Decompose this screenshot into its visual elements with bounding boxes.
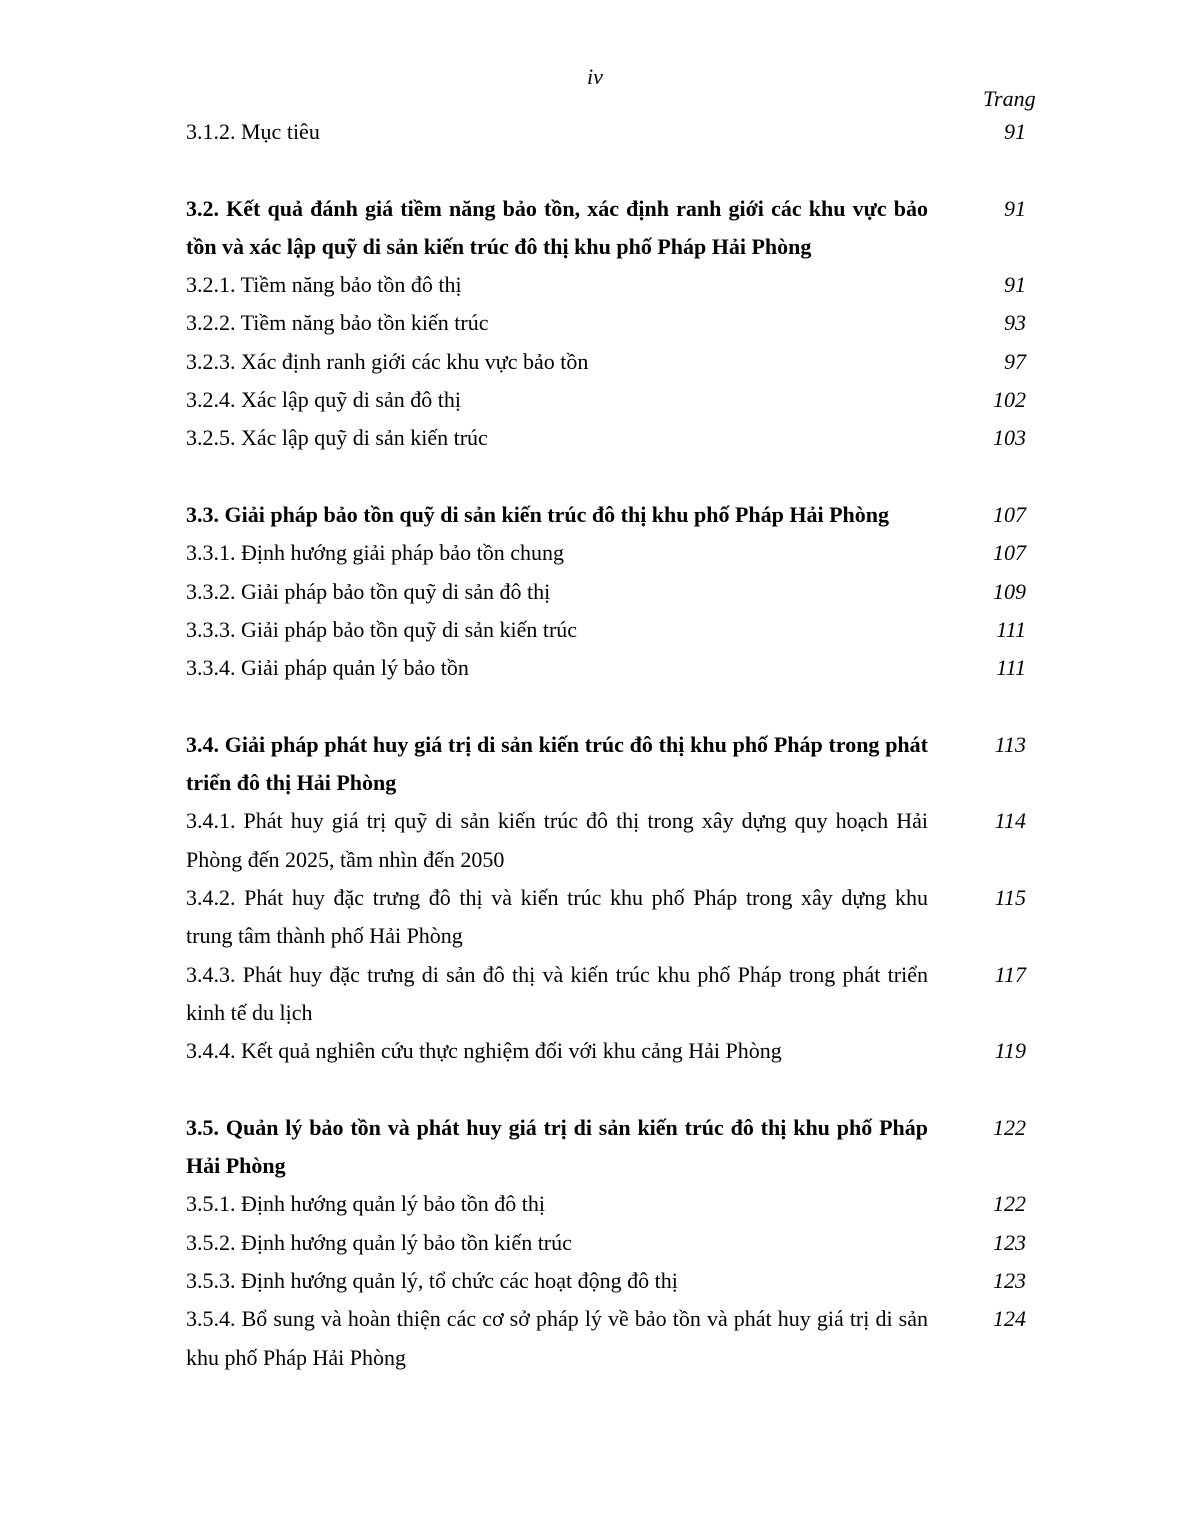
toc-entry-title: 3.3.3. Giải pháp bảo tồn quỹ di sản kiến trúc bbox=[186, 616, 578, 642]
toc-entry-3-3-2[interactable] bbox=[186, 573, 1046, 611]
toc-entry-3-3-4[interactable] bbox=[186, 649, 1046, 687]
toc-entry-3-5-3[interactable] bbox=[186, 1262, 1046, 1300]
toc-entry-page: 97 bbox=[1004, 348, 1026, 374]
toc-entry-title: 3.5.4. Bổ sung và hoàn thiện các cơ sở pháp lý về bảo tồn và phát huy giá trị di sản khu phố Pháp Hải Phòng bbox=[186, 1306, 928, 1370]
toc-entry-title: 3.4.3. Phát huy đặc trưng di sản đô thị và kiến trúc khu phố Pháp trong phát triển kinh tế du lịch bbox=[186, 961, 928, 1025]
toc-entry-page: 113 bbox=[994, 731, 1026, 757]
toc-entry-page: 107 bbox=[993, 501, 1026, 527]
toc-entry-title: 3.3.4. Giải pháp quản lý bảo tồn bbox=[186, 655, 469, 681]
toc-entry-page: 123 bbox=[993, 1229, 1026, 1255]
toc-section-title: 3.4. Giải pháp phát huy giá trị di sản kiến trúc đô thị khu phố Pháp trong phát triển đô thị Hải Phòng bbox=[186, 731, 928, 796]
toc-entry-title: 3.5.3. Định hướng quản lý, tổ chức các hoạt động đô thị bbox=[186, 1267, 678, 1293]
toc-entry-title: 3.5.2. Định hướng quản lý bảo tồn kiến trúc bbox=[186, 1229, 572, 1255]
toc-entry-page: 124 bbox=[993, 1306, 1026, 1332]
toc-entry-3-5-2[interactable] bbox=[186, 1224, 1046, 1262]
toc-entry-3-2-2[interactable] bbox=[186, 304, 1046, 342]
toc-entry-page: 122 bbox=[993, 1191, 1026, 1217]
toc-entry-3-4-2[interactable] bbox=[186, 879, 1046, 956]
toc-entry-title: 3.4.4. Kết quả nghiên cứu thực nghiệm đối với khu cảng Hải Phòng bbox=[186, 1038, 782, 1064]
toc-entry-title: 3.5.1. Định hướng quản lý bảo tồn đô thị bbox=[186, 1191, 546, 1217]
toc-entry-title: 3.2.1. Tiềm năng bảo tồn đô thị bbox=[186, 272, 462, 298]
toc-entry-3-5-1[interactable] bbox=[186, 1185, 1046, 1223]
toc-entry-title: 3.3.1. Định hướng giải pháp bảo tồn chung bbox=[186, 540, 564, 566]
toc-section-3-3[interactable] bbox=[186, 496, 1046, 534]
toc-entry-page: 91 bbox=[1004, 272, 1026, 298]
toc-entry-page: 117 bbox=[994, 961, 1026, 987]
toc-entry-page: 91 bbox=[1004, 119, 1026, 144]
toc-entry-page: 119 bbox=[994, 1038, 1026, 1064]
toc-entry-3-4-4[interactable] bbox=[186, 1032, 1046, 1070]
toc-entry-page: 102 bbox=[993, 387, 1026, 413]
toc-entry-3-4-3[interactable] bbox=[186, 956, 1046, 1033]
page-number: iv bbox=[587, 64, 603, 89]
toc-entry-page: 91 bbox=[1004, 195, 1026, 221]
toc-entry-title: 3.4.1. Phát huy giá trị quỹ di sản kiến trúc đô thị trong xây dựng quy hoạch Hải Phòng đến 2025, tầm nhìn đến 2050 bbox=[186, 808, 928, 872]
toc-entry-title: 3.2.4. Xác lập quỹ di sản đô thị bbox=[186, 387, 461, 413]
toc-entry-page: 114 bbox=[994, 808, 1026, 834]
toc-entry-title: 3.2.3. Xác định ranh giới các khu vực bảo tồn bbox=[186, 348, 589, 374]
toc-entry-page: 111 bbox=[996, 616, 1026, 642]
toc-section-title: 3.5. Quản lý bảo tồn và phát huy giá trị di sản kiến trúc đô thị khu phố Pháp Hải Phòng bbox=[186, 1114, 928, 1179]
toc-entry-page: 122 bbox=[993, 1114, 1026, 1140]
toc-entry-3-2-4[interactable] bbox=[186, 381, 1046, 419]
toc-entry-3-1-2[interactable] bbox=[186, 113, 1046, 151]
toc-entry-page: 107 bbox=[993, 540, 1026, 566]
toc-section-3-2[interactable] bbox=[186, 190, 1046, 267]
toc-entry-title: 3.2.5. Xác lập quỹ di sản kiến trúc bbox=[186, 425, 488, 451]
toc-section-title: 3.2. Kết quả đánh giá tiềm năng bảo tồn, xác định ranh giới các khu vực bảo tồn và xác lập quỹ di sản kiến trúc đô thị khu phố Pháp Hải Phòng bbox=[186, 195, 928, 259]
toc-entry-page: 115 bbox=[994, 884, 1026, 910]
toc-entry-page: 93 bbox=[1004, 310, 1026, 336]
toc-section-title: 3.3. Giải pháp bảo tồn quỹ di sản kiến trúc đô thị khu phố Pháp Hải Phòng bbox=[186, 501, 890, 527]
toc-entry-3-2-1[interactable] bbox=[186, 266, 1046, 304]
toc-entry-page: 123 bbox=[993, 1267, 1026, 1293]
toc-entry-title: 3.1.2. Mục tiêu bbox=[186, 119, 320, 144]
toc-entry-page: 109 bbox=[993, 578, 1026, 604]
page-column-label: Trang bbox=[983, 86, 1036, 111]
toc-entry-3-4-1[interactable] bbox=[186, 802, 1046, 879]
toc-entry-page: 111 bbox=[996, 655, 1026, 681]
toc-entry-title: 3.2.2. Tiềm năng bảo tồn kiến trúc bbox=[186, 310, 489, 336]
table-of-contents bbox=[186, 113, 1046, 1377]
toc-entry-title: 3.3.2. Giải pháp bảo tồn quỹ di sản đô thị bbox=[186, 578, 551, 604]
toc-entry-3-2-5[interactable] bbox=[186, 419, 1046, 457]
toc-entry-page: 103 bbox=[993, 425, 1026, 451]
toc-entry-3-5-4[interactable] bbox=[186, 1300, 1046, 1377]
toc-section-3-4[interactable] bbox=[186, 726, 1046, 803]
toc-section-3-5[interactable] bbox=[186, 1109, 1046, 1186]
toc-entry-title: 3.4.2. Phát huy đặc trưng đô thị và kiến trúc khu phố Pháp trong xây dựng khu trung tâm thành phố Hải Phòng bbox=[186, 884, 928, 949]
toc-entry-3-3-3[interactable] bbox=[186, 611, 1046, 649]
toc-entry-3-2-3[interactable] bbox=[186, 343, 1046, 381]
toc-entry-3-3-1[interactable] bbox=[186, 534, 1046, 572]
